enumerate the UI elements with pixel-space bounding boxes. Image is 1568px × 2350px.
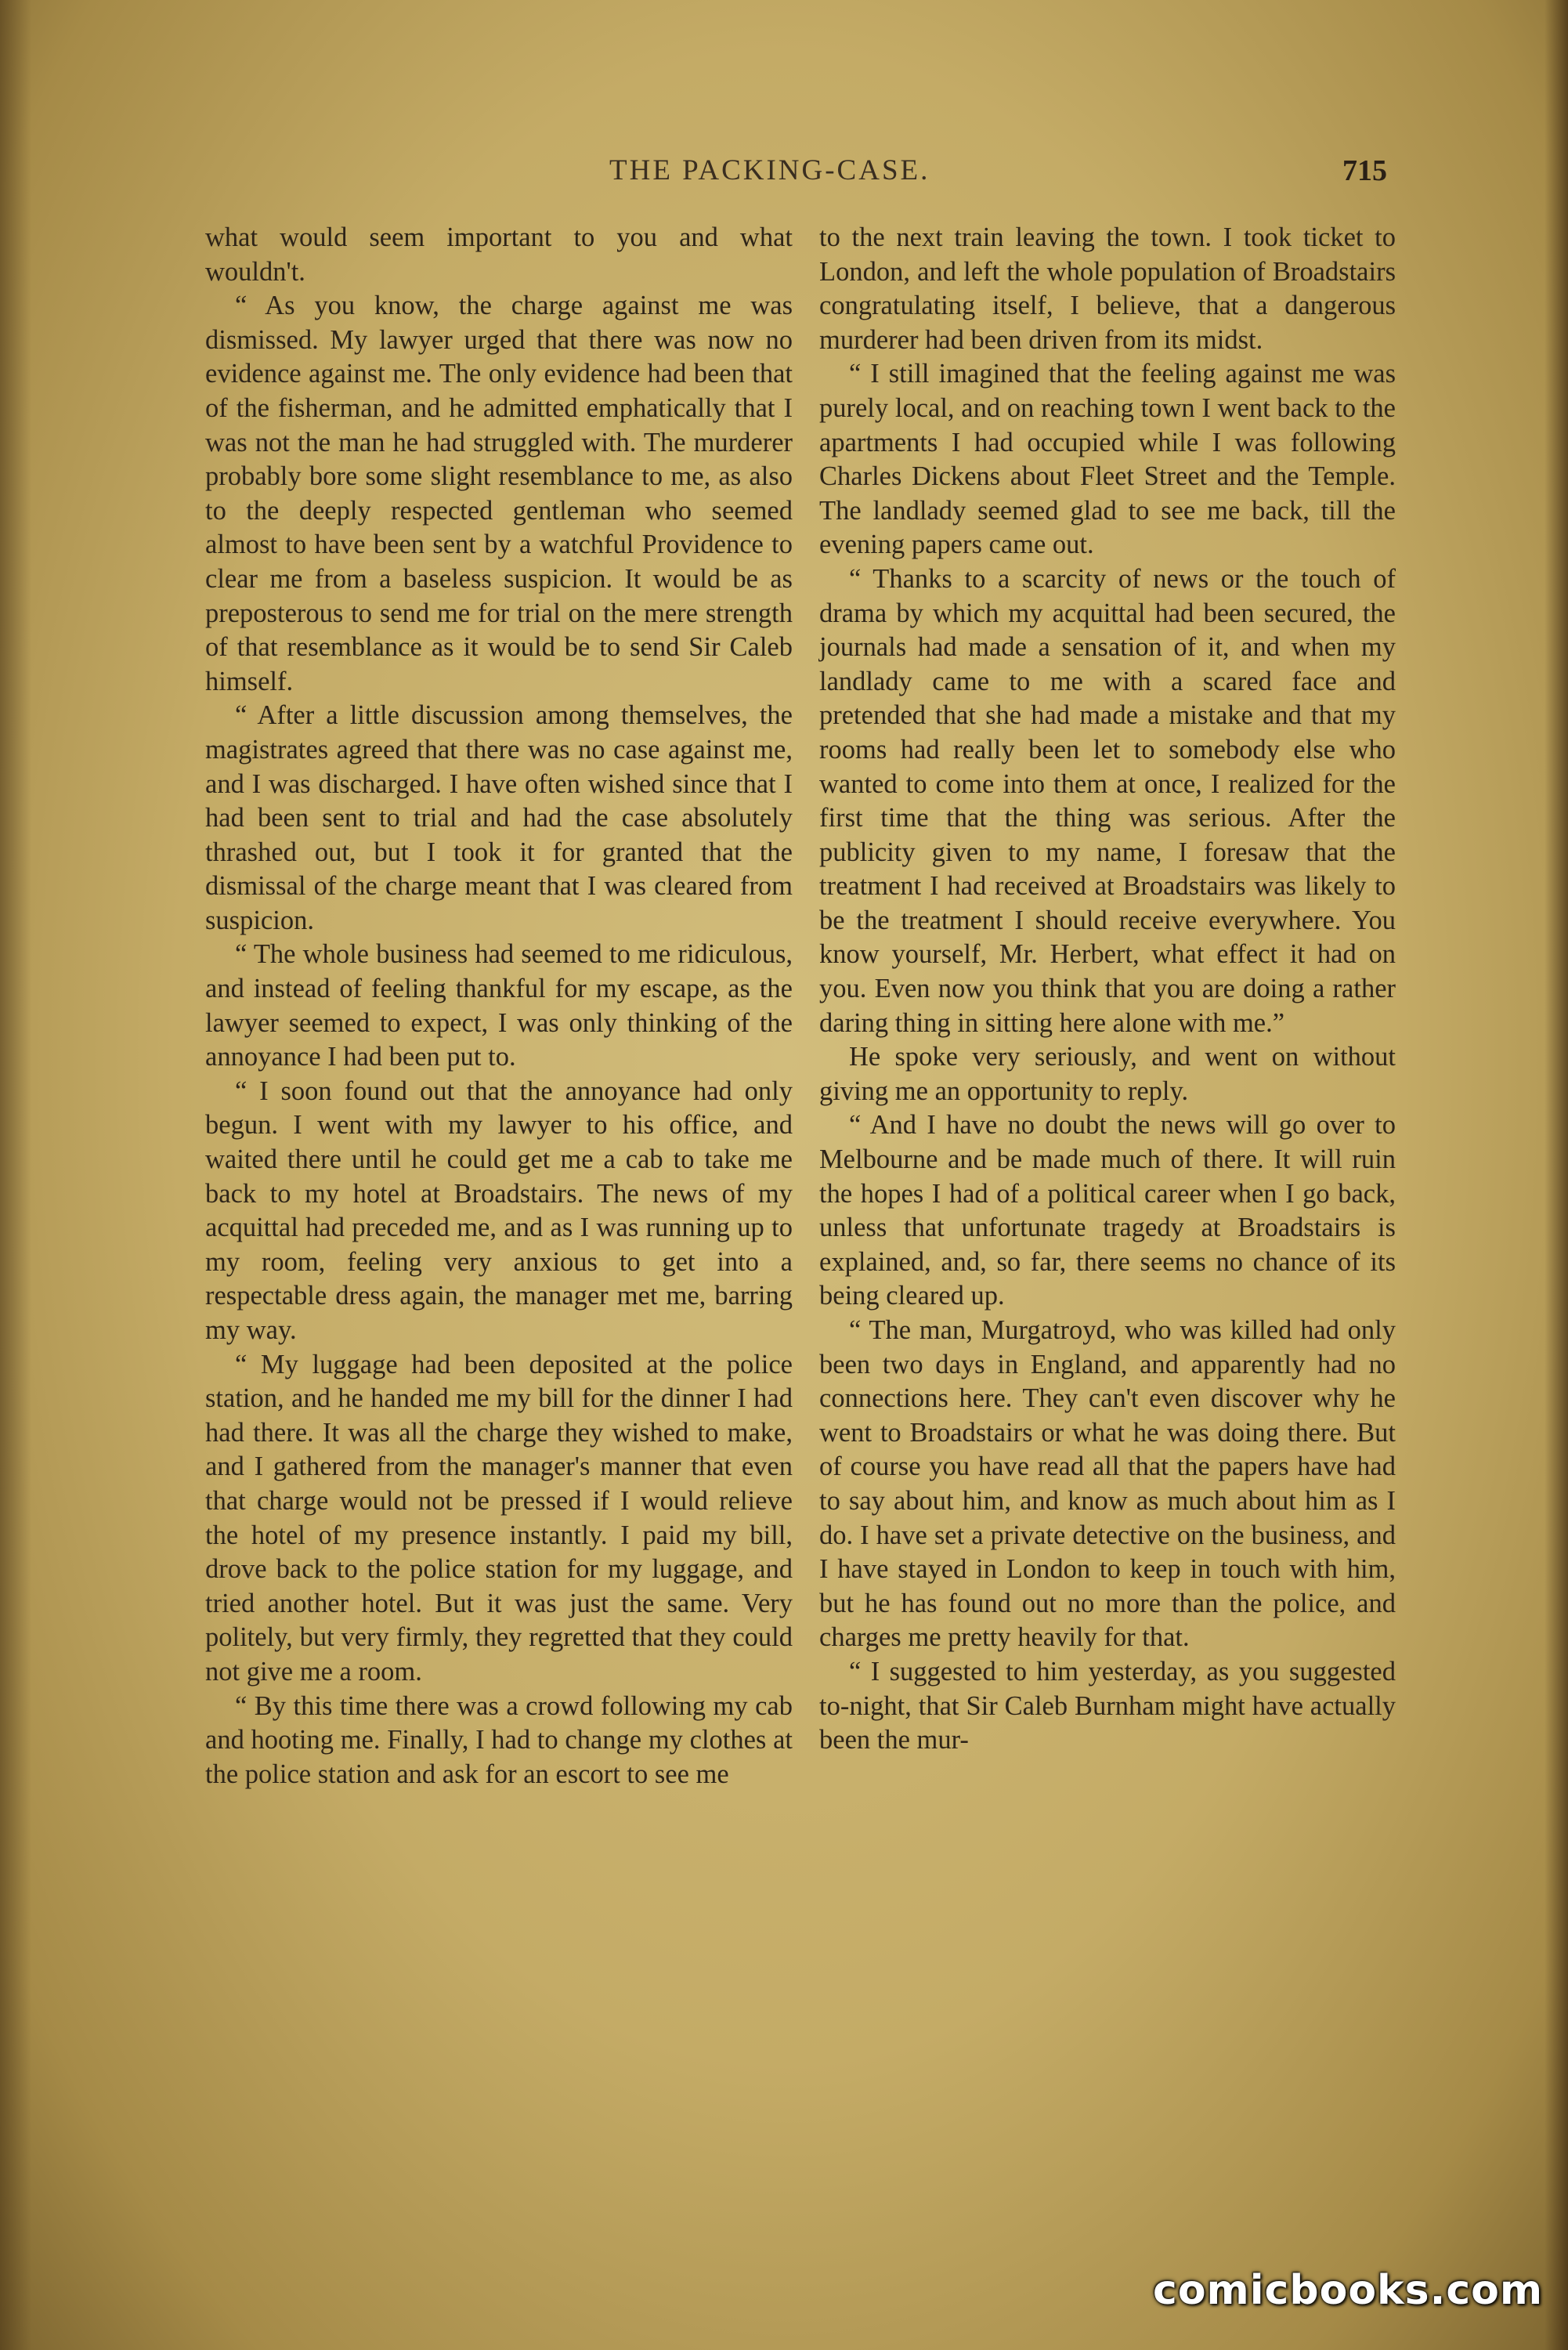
paragraph: to the next train leaving the town. I took ticket to London, and left the whole population of Broadstairs congratulating itself, I believe, that a dangerous murderer had been driven from its midst. xyxy=(819,222,1396,355)
paragraph: “ And I have no doubt the news will go over to Melbourne and be made much of there. It will ruin the hopes I had of a political career when I go back, unless that unfortunate tragedy at Broadstairs is explained, and, so far, there seems no chance of its being cleared up. xyxy=(819,1110,1396,1311)
running-head: THE PACKING-CASE. xyxy=(609,154,930,186)
paragraph: “ After a little discussion among themselves, the magistrates agreed that there was no case against me, and I was discharged. I have often wished since that I had been sent to trial and had the case absolutely thrashed out, but I took it for granted that the dismissal of the charge meant that I was cleared from suspicion. xyxy=(205,700,793,935)
paragraph: “ As you know, the charge against me was dismissed. My lawyer urged that there was now no evidence against me. The only evidence had been that of the fisherman, and he admitted emphatically that I was not the man he had struggled with. The murderer probably bore some slight resemblance to me, as also to the deeply respected gentleman who seemed almost to have been sent by a watchful Providence to clear me from a baseless suspicion. It would be as preposterous to send me for trial on the mere strength of that resemblance as it would be to send Sir Caleb himself. xyxy=(205,291,793,696)
paragraph: “ I suggested to him yesterday, as you suggested to-night, that Sir Caleb Burnham might have actually been the mur- xyxy=(819,1656,1396,1755)
page-edge-shadow-right xyxy=(1545,0,1568,2350)
site-watermark: comicbooks.com xyxy=(1153,2267,1544,2314)
paragraph: “ I still imagined that the feeling against me was purely local, and on reaching town I went back to the apartments I had occupied while I was following Charles Dickens about Fleet Street and the Temple. The landlady seemed glad to see me back, till the evening papers came out. xyxy=(819,359,1396,560)
paragraph: “ The whole business had seemed to me ridiculous, and instead of feeling thankful for my escape, as the lawyer seemed to expect, I was only thinking of the annoyance I had been put to. xyxy=(205,939,793,1072)
paragraph: “ My luggage had been deposited at the police station, and he handed me my bill for the dinner I had had there. It was all the charge they wished to make, and I gathered from the manager's manner that even that charge would not be pressed if I would relieve the hotel of my presence instantly. I paid my bill, drove back to the police station for my luggage, and tried another hotel. But it was just the same. Very politely, but very firmly, they regretted that they could not give me a room. xyxy=(205,1349,793,1687)
paragraph: what would seem important to you and what wouldn't. xyxy=(205,222,793,287)
paragraph: “ Thanks to a scarcity of news or the touch of drama by which my acquittal had been secured, the journals had made a sensation of it, and when my landlady came to me with a scared face and pretended that she had made a mistake and that my rooms had really been let to somebody else who wanted to come into them at once, I realized for the first time that the thing was serious. After the publicity given to my name, I foresaw that the treatment I had received at Broadstairs was likely to be the treatment I should receive everywhere. You know yourself, Mr. Herbert, what effect it had on you. Even now you think that you are doing a rather daring thing in sitting here alone with me.” xyxy=(819,563,1396,1038)
page-edge-shadow-left xyxy=(0,0,31,2350)
paragraph: “ The man, Murgatroyd, who was killed had only been two days in England, and apparently had no connections here. They can't even discover why he went to Broadstairs or what he was doing there. But of course you have read all that the papers have had to say about him, and know as much about him as I do. I have set a private detective on the business, and I have stayed in London to keep in touch with him, but he has found out no more than the police, and charges me pretty heavily for that. xyxy=(819,1315,1396,1653)
left-column xyxy=(205,221,793,1791)
paragraph: “ By this time there was a crowd following my cab and hooting me. Finally, I had to change my clothes at the police station and ask for an escort to see me xyxy=(205,1690,793,1789)
paragraph: “ I soon found out that the annoyance had only begun. I went with my lawyer to his office, and waited there until he could get me a cab to take me back to my hotel at Broadstairs. The news of my acquittal had preceded me, and as I was running up to my room, feeling very anxious to get into a respectable dress again, the manager met me, barring my way. xyxy=(205,1076,793,1345)
right-column xyxy=(819,221,1396,1758)
page-number: 715 xyxy=(1342,154,1387,187)
paragraph: He spoke very seriously, and went on without giving me an opportunity to reply. xyxy=(819,1042,1396,1106)
